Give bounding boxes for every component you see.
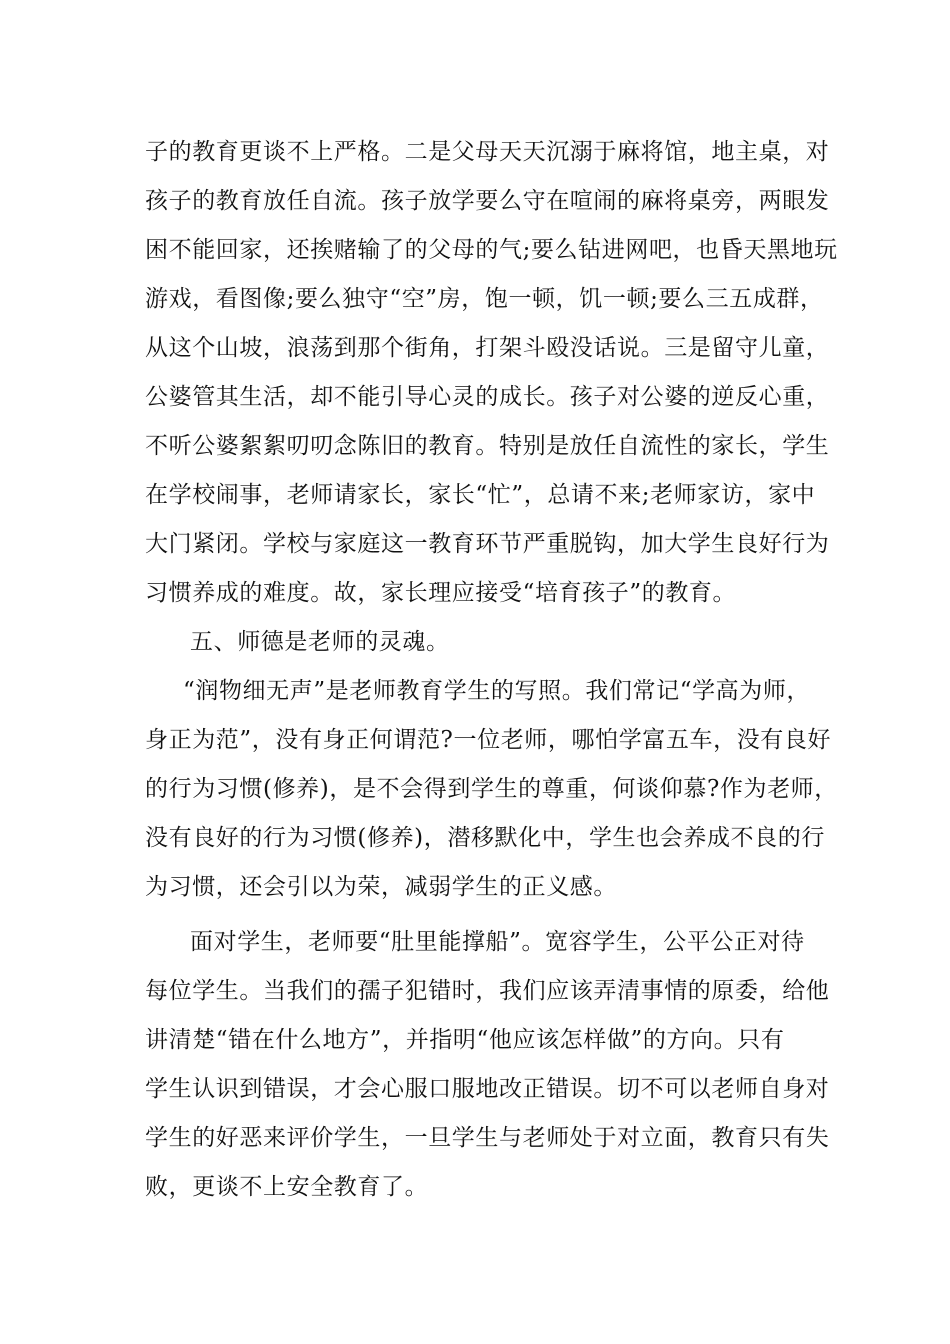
text-line: 习惯养成的难度。故，家长理应接受“培育孩子”的教育。 <box>145 580 737 606</box>
text-line: “润物细无声”是老师教育学生的写照。我们常记“学高为师， <box>183 678 811 704</box>
text-line: 没有良好的行为习惯(修养)，潜移默化中，学生也会养成不良的行 <box>145 825 825 851</box>
text-line: 面对学生，老师要“肚里能撑船”。宽容学生，公平公正对待 <box>190 929 805 955</box>
text-line: 讲清楚“错在什么地方”，并指明“他应该怎样做”的方向。只有 <box>145 1027 785 1053</box>
text-line: 游戏，看图像;要么独守“空”房，饱一顿，饥一顿;要么三五成群， <box>145 286 824 312</box>
text-line: 每位学生。当我们的孺子犯错时，我们应该弄清事情的原委，给他 <box>145 978 830 1004</box>
text-line: 学生认识到错误，才会心服口服地改正错误。切不可以老师自身对 <box>145 1076 830 1102</box>
text-line: 在学校闹事，老师请家长，家长“忙”，总请不来;老师家访，家中 <box>145 482 816 508</box>
text-line: 学生的好恶来评价学生，一旦学生与老师处于对立面，教育只有失 <box>145 1125 830 1151</box>
text-line: 从这个山坡，浪荡到那个街角，打架斗殴没话说。三是留守儿童， <box>145 335 830 361</box>
text-line: 为习惯，还会引以为荣，减弱学生的正义感。 <box>145 874 617 900</box>
text-line: 大门紧闭。学校与家庭这一教育环节严重脱钩，加大学生良好行为 <box>145 531 830 557</box>
text-line: 孩子的教育放任自流。孩子放学要么守在喧闹的麻将桌旁，两眼发 <box>145 188 830 214</box>
section-heading: 五、师德是老师的灵魂。 <box>190 629 450 655</box>
text-line: 败，更谈不上安全教育了。 <box>145 1174 429 1200</box>
text-line: 不听公婆絮絮叨叨念陈旧的教育。特别是放任自流性的家长，学生 <box>145 433 830 459</box>
text-line: 的行为习惯(修养)，是不会得到学生的尊重，何谈仰慕?作为老师， <box>145 776 838 802</box>
text-line: 身正为范”，没有身正何谓范?一位老师，哪怕学富五车，没有良好 <box>145 727 832 753</box>
text-line: 公婆管其生活，却不能引导心灵的成长。孩子对公婆的逆反心重， <box>145 384 830 410</box>
text-line: 子的教育更谈不上严格。二是父母天天沉溺于麻将馆，地主桌，对 <box>145 139 830 165</box>
text-line: 困不能回家，还挨赌输了的父母的气;要么钻进网吧，也昏天黑地玩 <box>145 237 838 263</box>
